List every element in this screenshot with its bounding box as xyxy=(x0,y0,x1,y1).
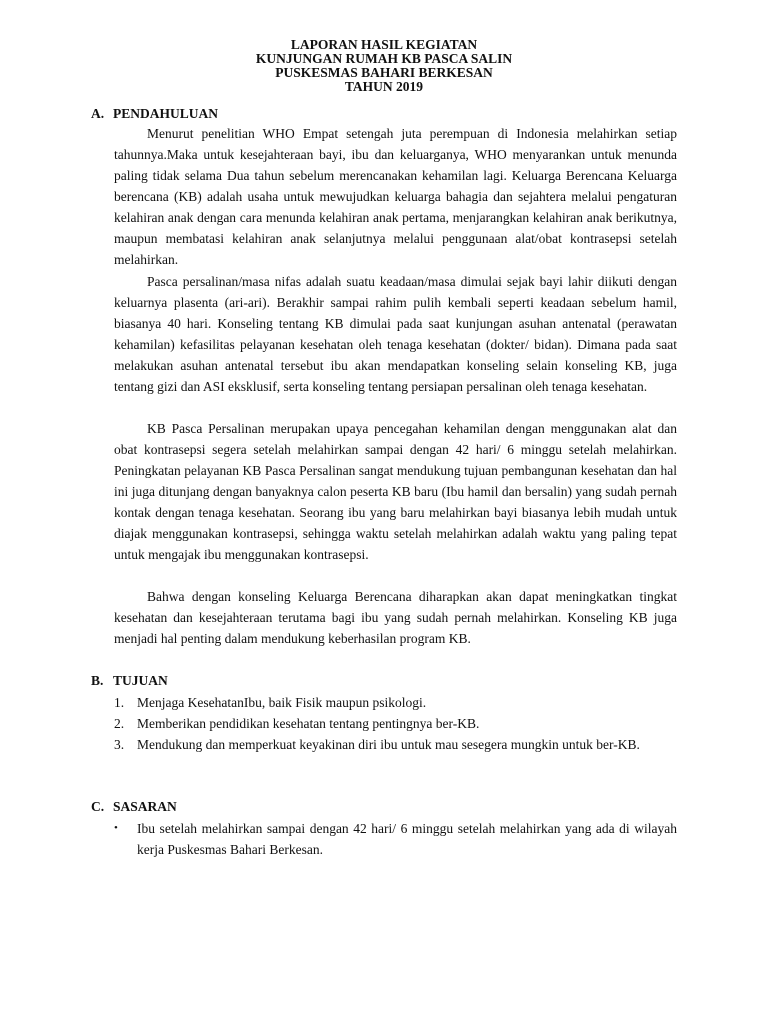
report-title-line-2: KUNJUNGAN RUMAH KB PASCA SALIN xyxy=(255,51,513,66)
section-a-letter: A. xyxy=(91,106,105,121)
section-a-paragraph-4: Bahwa dengan konseling Keluarga Berencana diharapkan akan dapat meningkatkan tingkat kesehatan dan kesejahteraan terutama bagi ibu yang sudah pernah melahirkan. Konseling KB juga menjadi hal penting dalam mendukung keberhasilan program KB. xyxy=(114,589,677,646)
bullet-icon: • xyxy=(114,822,118,834)
report-title-line-4: TAHUN 2019 xyxy=(344,79,424,94)
tujuan-item-2-text: Memberikan pendidikan kesehatan tentang pentingnya ber-KB. xyxy=(137,716,480,731)
tujuan-list xyxy=(114,692,677,755)
sasaran-list xyxy=(114,818,677,860)
section-a-paragraph-3: KB Pasca Persalinan merupakan upaya pencegahan kehamilan dengan menggunakan alat dan obat kontrasepsi segera setelah melahirkan sampai dengan 42 hari/ 6 minggu setelah melahirkan. Peningkatan pelayanan KB Pasca Persalinan sangat mendukung tujuan pembangunan kesehatan dan hal ini juga ditunjang dengan banyaknya calon peserta KB baru (Ibu hamil dan bersalin) yang sudah pernah kontak dengan tenaga kesehatan. Seorang ibu yang baru melahirkan bayi biasanya lebih mudah untuk diajak menggunakan kontrasepsi, sehingga waktu setelah melahirkan adalah waktu yang paling tepat untuk mengajak ibu menggunakan kontrasepsi. xyxy=(114,421,677,562)
section-c-heading xyxy=(91,799,177,815)
section-c-letter: C. xyxy=(91,799,105,814)
tujuan-item-1-number: 1. xyxy=(114,695,125,710)
sasaran-item-1 xyxy=(114,818,677,860)
tujuan-item-3-text: Mendukung dan memperkuat keyakinan diri ibu untuk mau sesegera mungkin untuk ber-KB. xyxy=(137,737,640,752)
sasaran-item-1-text: Ibu setelah melahirkan sampai dengan 42 hari/ 6 minggu setelah melahirkan yang ada di wilayah kerja Puskesmas Bahari Berkesan. xyxy=(137,821,677,857)
tujuan-item-3-number: 3. xyxy=(114,737,125,752)
tujuan-item-3 xyxy=(114,734,677,755)
section-a-paragraph-1: Menurut penelitian WHO Empat setengah juta perempuan di Indonesia melahirkan setiap tahunnya.Maka untuk kesejahteraan bayi, ibu dan keluarganya, WHO menyarankan untuk menunda paling tidak selama Dua tahun sebelum merencanakan kehamilan lagi. Keluarga Berencana Keluarga berencana (KB) adalah usaha untuk mewujudkan keluarga bahagia dan sejahtera melalui pengaturan kelahiran anak dengan cara menunda kelahiran anak pertama, menjarangkan kelahiran anak berikutnya, maupun membatasi kelahiran anak selanjutnya melalui penggunaan alat/obat kontrasepsi setelah melahirkan. xyxy=(114,126,677,267)
tujuan-item-1 xyxy=(114,692,677,713)
section-a-paragraph-2: Pasca persalinan/masa nifas adalah suatu keadaan/masa dimulai sejak bayi lahir diikuti dengan keluarnya plasenta (ari-ari). Berakhir sampai rahim pulih kembali seperti keadaan sebelum hamil, biasanya 40 hari. Konseling tentang KB dimulai pada saat kunjungan asuhan antenatal (perawatan kehamilan) kefasilitas pelayanan kesehatan oleh tenaga kesehatan (dokter/ bidan). Dimana pada saat melakukan asuhan antenatal tersebut ibu akan mendapatkan konseling selain konseling KB, juga tentang gizi dan ASI eksklusif, serta konseling tentang persiapan persalinan oleh tenaga kesehatan. xyxy=(114,274,677,394)
section-b-title: TUJUAN xyxy=(113,673,168,688)
tujuan-item-1-text: Menjaga KesehatanIbu, baik Fisik maupun psikologi. xyxy=(137,695,427,710)
tujuan-item-2 xyxy=(114,713,677,734)
section-a-title: PENDAHULUAN xyxy=(113,106,219,121)
tujuan-item-2-number: 2. xyxy=(114,716,125,731)
section-b-heading xyxy=(91,673,168,689)
section-b-letter: B. xyxy=(91,673,104,688)
section-c-title: SASARAN xyxy=(113,799,177,814)
report-title-line-3: PUSKESMAS BAHARI BERKESAN xyxy=(275,65,493,80)
section-a-heading xyxy=(91,106,218,122)
report-title-line-1: LAPORAN HASIL KEGIATAN xyxy=(290,37,478,52)
